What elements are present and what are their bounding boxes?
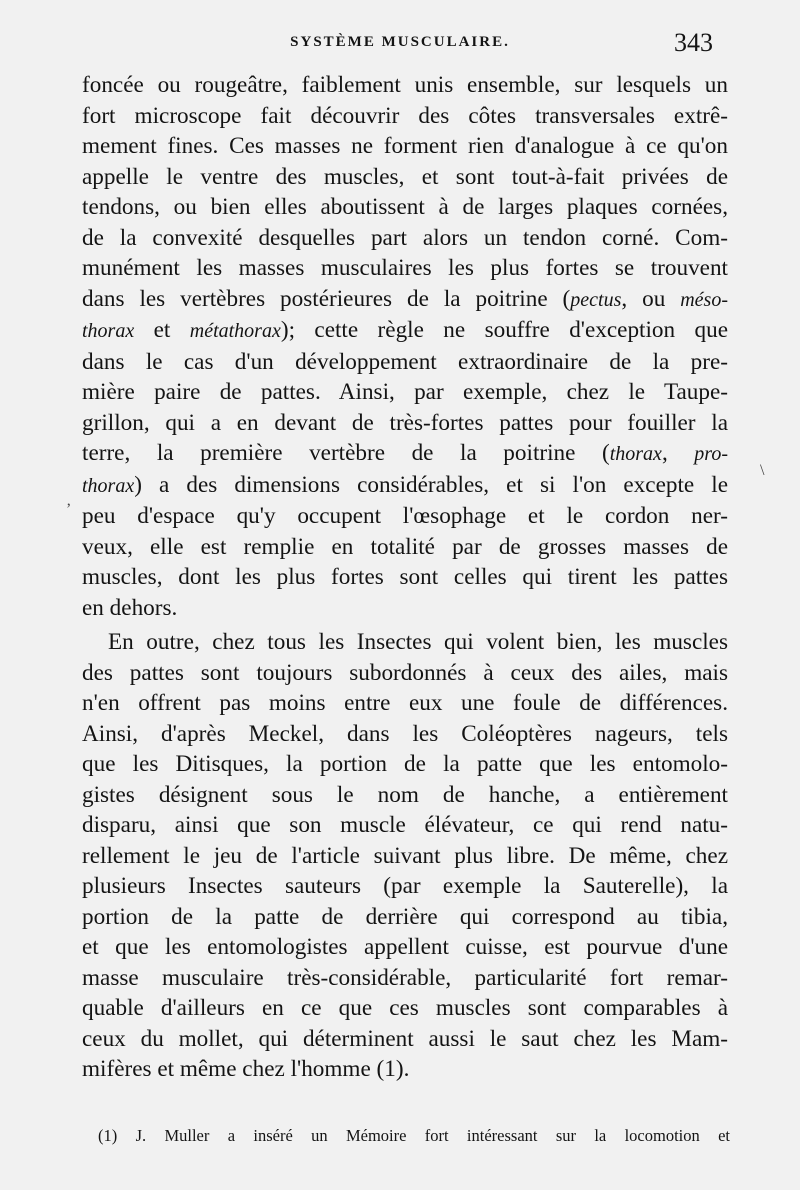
italic-term: thorax (82, 474, 135, 497)
text-line: muscles, dont les plus fortes sont celles qui tirent les pattes (82, 564, 728, 590)
text-run: , ou (621, 285, 681, 312)
text-line: tendons, ou bien elles aboutissent à de larges plaques cornées, (82, 194, 728, 220)
text-line: portion de la patte de derrière qui correspond au tibia, (82, 903, 728, 930)
text-line: mement fines. Ces masses ne forment rien d'analogue à ce qu'on (82, 133, 728, 159)
margin-mark-right: \ (760, 462, 765, 479)
text-line: et que les entomologistes appellent cuisse, est pourvue d'une (82, 934, 728, 960)
text-line: plusieurs Insectes sauteurs (par exemple la Sauterelle), la (82, 873, 728, 899)
text-line (82, 315, 728, 347)
text-line: que les Ditisques, la portion de la patte que les entomolo- (82, 751, 728, 777)
text-line: foncée ou rougeâtre, faiblement unis ensemble, sur lesquels un (82, 72, 728, 98)
italic-term: méso- (680, 288, 728, 311)
text-line: appelle le ventre des muscles, et sont tout-à-fait privées de (82, 163, 728, 190)
text-line: gistes désignent sous le nom de hanche, a entièrement (82, 781, 728, 808)
text-line: peu d'espace qu'y occupent l'œsophage et le cordon ner- (82, 503, 728, 529)
text-run: ) a des dimensions considérables, et si l'on excepte le (134, 471, 728, 498)
footnote: (1) J. Muller a inséré un Mémoire fort intéressant sur la locomotion et (98, 1126, 730, 1145)
text-run: , (661, 440, 695, 466)
text-line (82, 470, 728, 502)
page-number: 343 (674, 28, 713, 57)
text-line: des pattes sont toujours subordonnés à ceux des ailes, mais (82, 659, 728, 686)
italic-term: pectus (570, 288, 622, 311)
margin-mark-left: ‚ (66, 492, 72, 509)
text-line: ceux du mollet, qui déterminent aussi le saut chez les Mam- (82, 1025, 728, 1052)
italic-term: métathorax (189, 320, 281, 342)
text-line: de la convexité desquelles part alors un tendon corné. Com- (82, 224, 728, 251)
text-line: dans le cas d'un développement extraordinaire de la pre- (82, 348, 728, 375)
italic-term: pro- (694, 443, 728, 465)
text-line: veux, elle est remplie en totalité par de grosses masses de (82, 533, 728, 560)
running-title: SYSTÈME MUSCULAIRE. (290, 34, 510, 50)
text-line: quable d'ailleurs en ce que ces muscles sont comparables à (82, 995, 728, 1021)
text-line: En outre, chez tous les Insectes qui volent bien, les muscles (108, 629, 728, 655)
text-run: terre, la première vertèbre de la poitrine ( (82, 440, 610, 466)
body-text (82, 70, 728, 1085)
text-line: mière paire de pattes. Ainsi, par exemple, chez le Taupe- (82, 379, 728, 405)
text-line: en dehors. (82, 594, 178, 621)
text-line (82, 438, 728, 470)
text-line (82, 284, 728, 316)
text-line: Ainsi, d'après Meckel, dans les Coléoptères nageurs, tels (82, 720, 728, 747)
text-line: n'en offrent pas moins entre eux une foule de différences. (82, 690, 728, 716)
text-line: munément les masses musculaires les plus fortes se trouvent (82, 255, 728, 281)
text-run: et (134, 317, 190, 343)
italic-term: thorax (609, 443, 662, 465)
text-line: fort microscope fait découvrir des côtes transversales extrê- (82, 102, 728, 129)
italic-term: thorax (82, 320, 135, 342)
text-line: masse musculaire très-considérable, particularité fort remar- (82, 964, 728, 991)
text-line: rellement le jeu de l'article suivant plus libre. De même, chez (82, 842, 728, 869)
text-line: disparu, ainsi que son muscle élévateur, ce qui rend natu- (82, 812, 728, 838)
text-line: mifères et même chez l'homme (1). (82, 1056, 410, 1082)
text-line: grillon, qui a en devant de très-fortes pattes pour fouiller la (82, 409, 728, 436)
text-run: ); cette règle ne souffre d'exception que (280, 317, 728, 343)
text-run: dans les vertèbres postérieures de la poitrine ( (82, 285, 571, 312)
